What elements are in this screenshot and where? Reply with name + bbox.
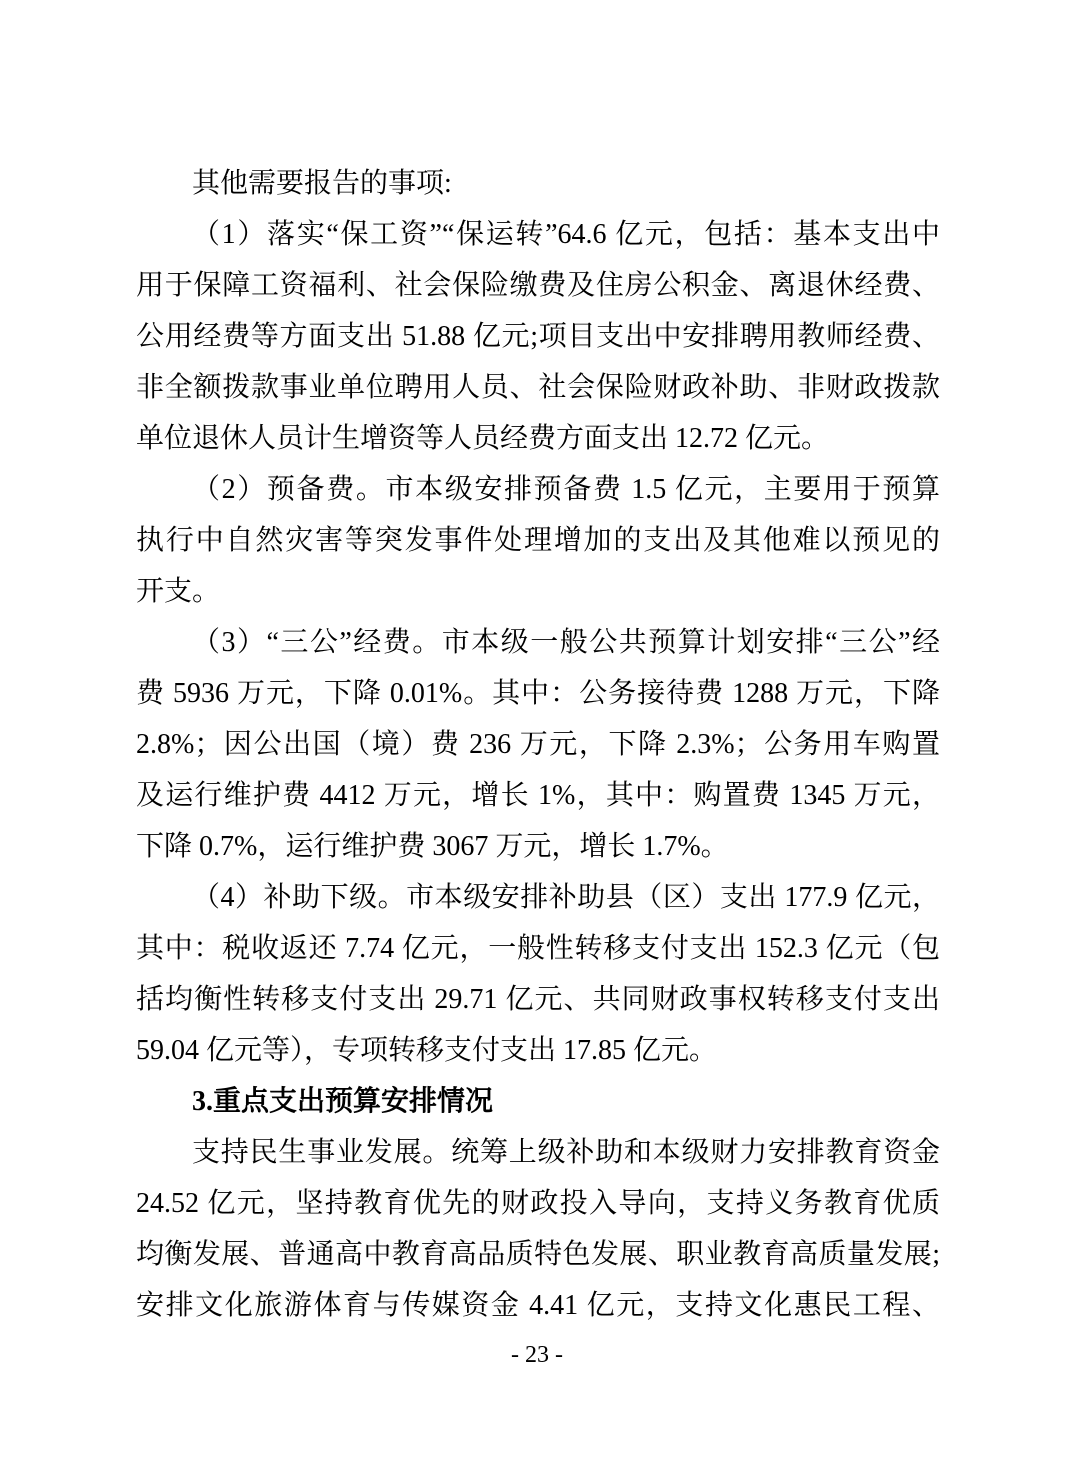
text-line: 支持民生事业发展。统筹上级补助和本级财力安排教育资金: [192, 1137, 940, 1168]
text-line: 单位退休人员计生增资等人员经费方面支出 12.72 亿元。: [136, 423, 830, 454]
text-line: （1）落实“保工资”“保运转”64.6 亿元，包括：基本支出中: [192, 219, 940, 250]
text-line: 其中：税收返还 7.74 亿元，一般性转移支付支出 152.3 亿元（包: [136, 933, 940, 964]
text-line: （3）“三公”经费。市本级一般公共预算计划安排“三公”经: [192, 627, 940, 658]
text-line: 执行中自然灾害等突发事件处理增加的支出及其他难以预见的: [136, 525, 940, 556]
text-line: 24.52 亿元，坚持教育优先的财政投入导向，支持义务教育优质: [136, 1188, 940, 1219]
text-line: 均衡发展、普通高中教育高品质特色发展、职业教育高质量发展;: [136, 1239, 940, 1270]
text-line: 2.8%；因公出国（境）费 236 万元，下降 2.3%；公务用车购置: [136, 729, 940, 760]
text-line: 其他需要报告的事项:: [192, 168, 452, 199]
text-line: 非全额拨款事业单位聘用人员、社会保险财政补助、非财政拨款: [136, 372, 940, 403]
text-line: 括均衡性转移支付支出 29.71 亿元、共同财政事权转移支付支出: [136, 984, 940, 1015]
text-line: 费 5936 万元，下降 0.01%。其中：公务接待费 1288 万元，下降: [136, 678, 940, 709]
section-heading: 3.重点支出预算安排情况: [192, 1086, 494, 1117]
text-line: 用于保障工资福利、社会保险缴费及住房公积金、离退休经费、: [136, 270, 940, 301]
text-line: 公用经费等方面支出 51.88 亿元;项目支出中安排聘用教师经费、: [136, 321, 940, 352]
text-line: 开支。: [136, 576, 221, 607]
page-number: - 23 -: [511, 1342, 563, 1368]
document-body: [136, 158, 940, 1331]
text-line: （4）补助下级。市本级安排补助县（区）支出 177.9 亿元，: [192, 882, 940, 913]
text-line: （2）预备费。市本级安排预备费 1.5 亿元，主要用于预算: [192, 474, 940, 505]
text-line: 及运行维护费 4412 万元，增长 1%，其中：购置费 1345 万元，: [136, 780, 940, 811]
text-line: 安排文化旅游体育与传媒资金 4.41 亿元，支持文化惠民工程、: [136, 1290, 940, 1321]
text-line: 下降 0.7%，运行维护费 3067 万元，增长 1.7%。: [136, 831, 729, 862]
page-footer: [0, 1340, 1074, 1370]
text-line: 59.04 亿元等），专项转移支付支出 17.85 亿元。: [136, 1035, 718, 1066]
